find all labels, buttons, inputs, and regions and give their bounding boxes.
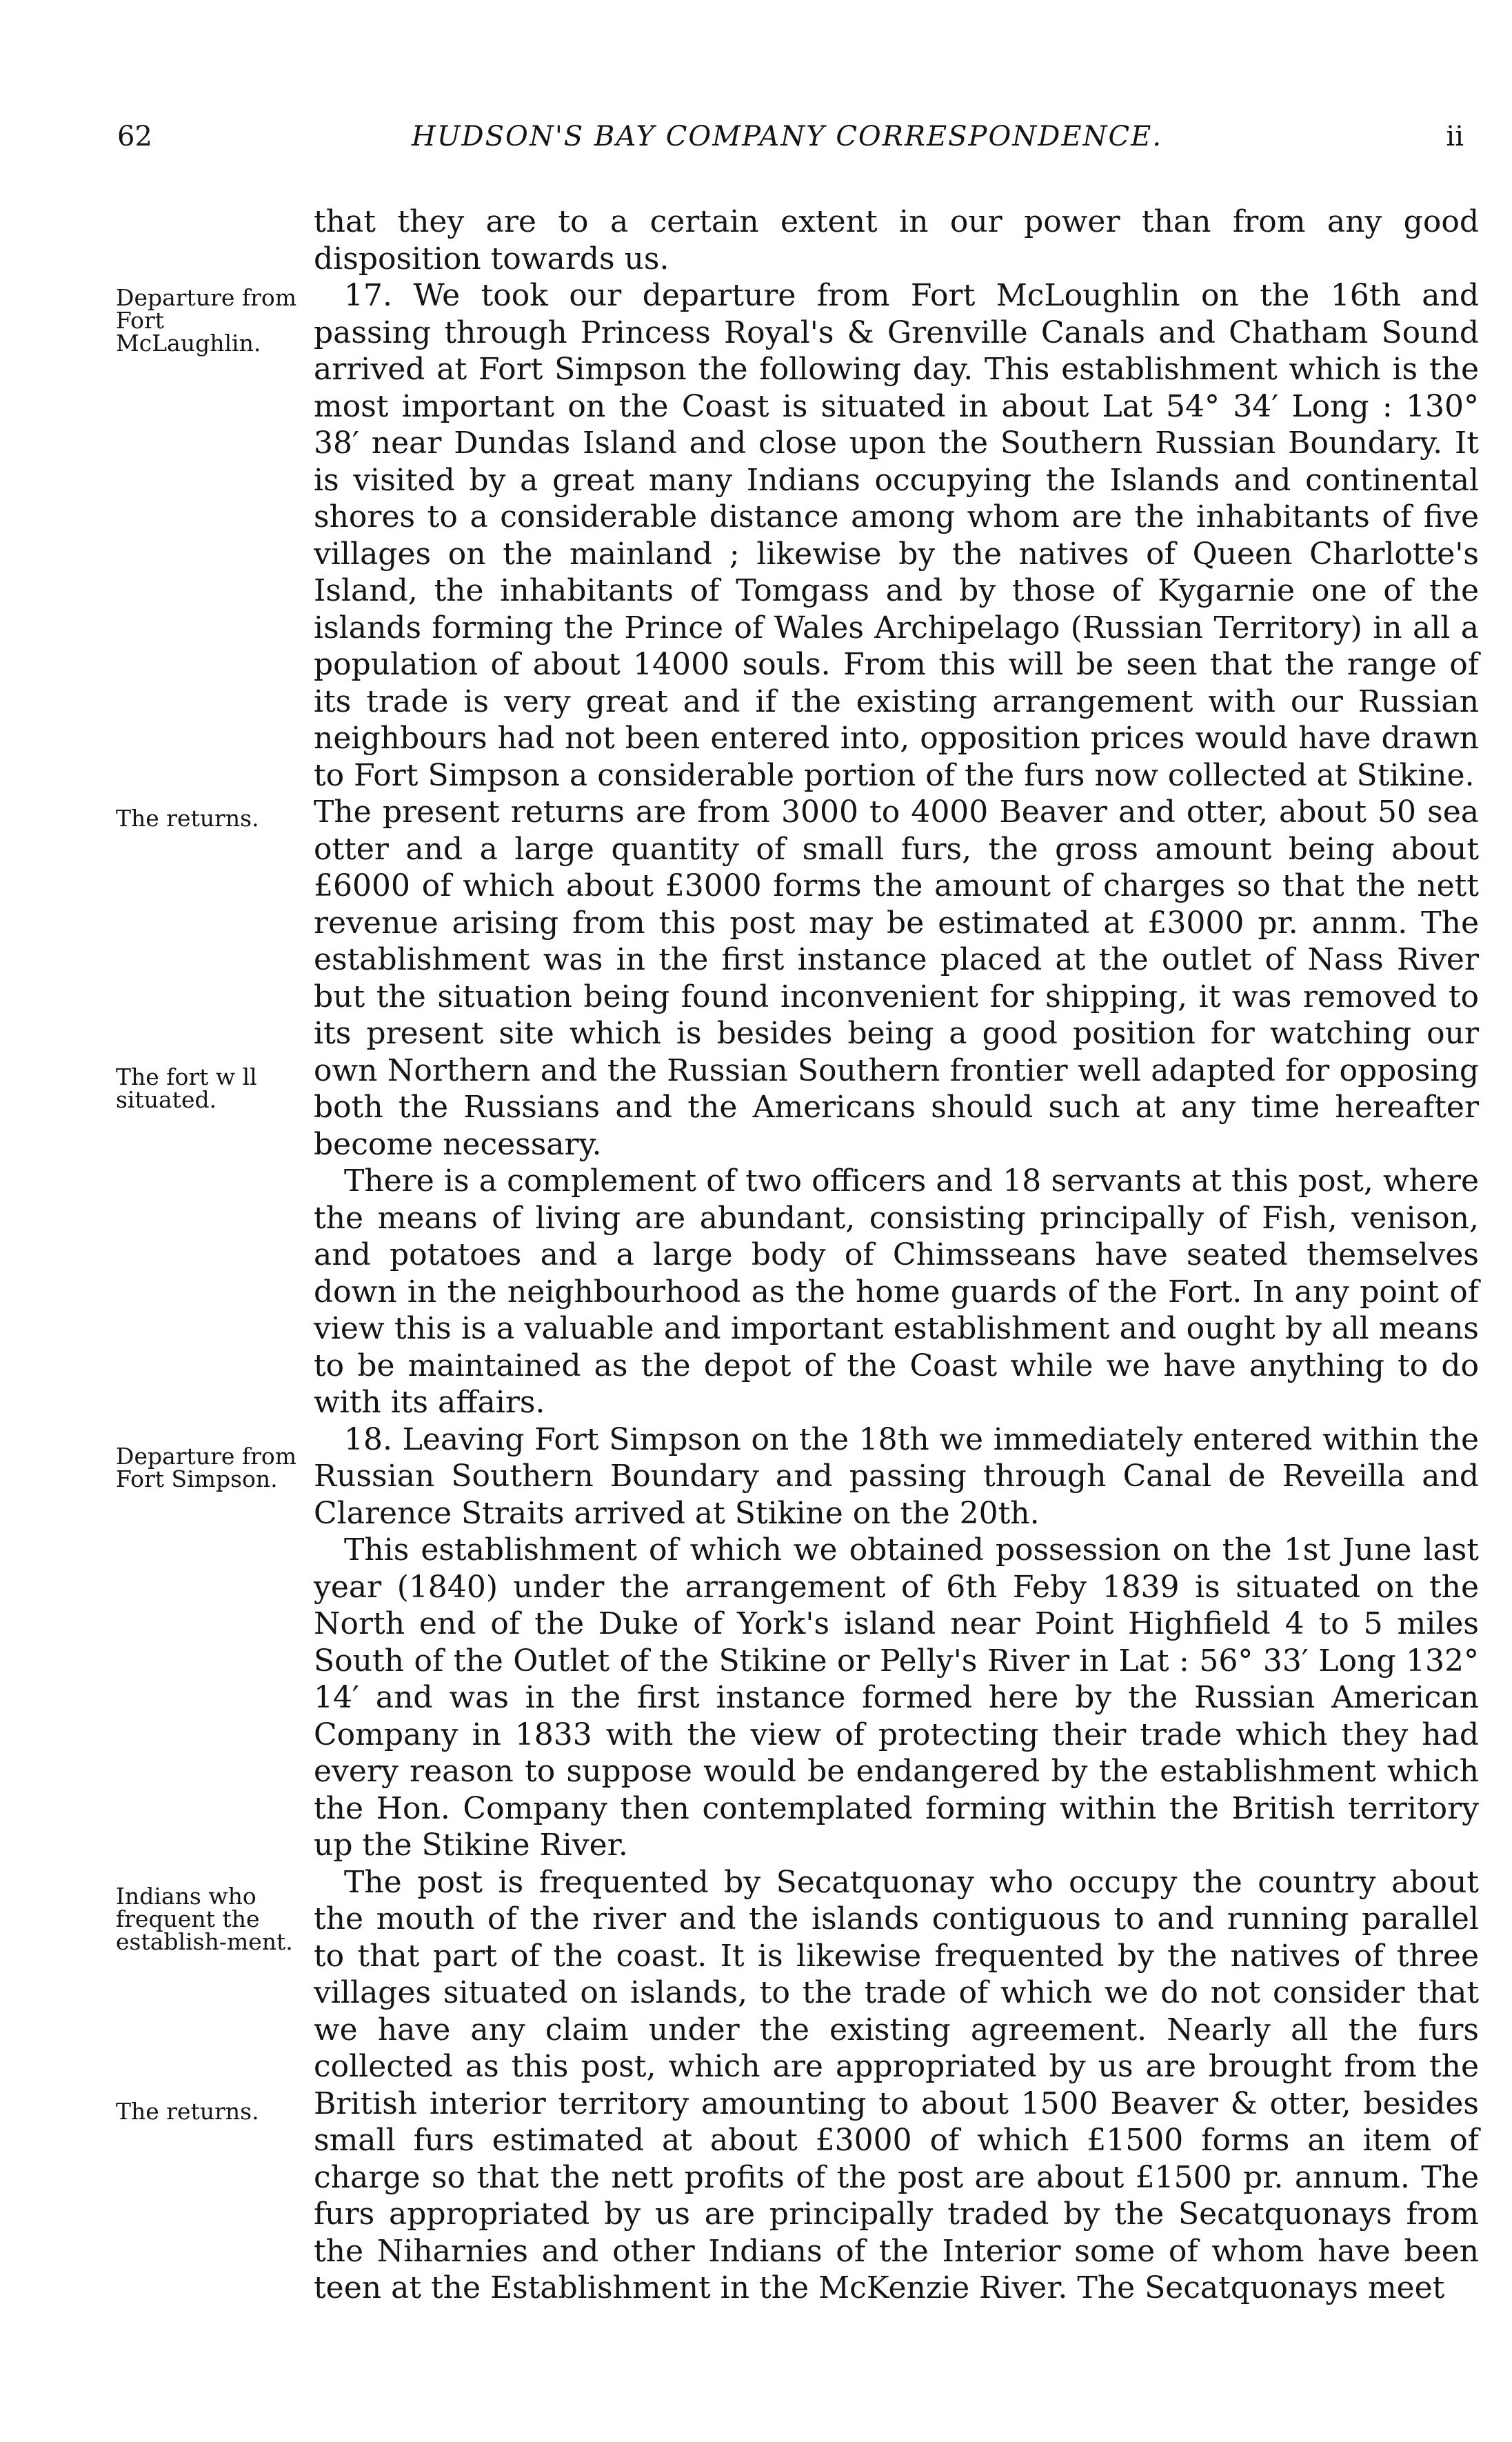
side-note-departure-simpson: Departure from Fort Simpson. <box>116 1443 297 1492</box>
paragraph: The post is frequented by Secatquonay who occupy the country about the mouth of the river and the islands contiguous to and running parallel to that part of the coast. It is likewise frequented by the natives of three villages situated on islands, to the trade of which we do not consider that we have any claim under the existing agreement. Nearly all the furs collected as this post, which are appropriated by us are brought from the British interior territory amounting to about 1500 Beaver & otter, besides small furs estimated at about £3000 of which £1500 forms an item of charge so that the nett profits of the post are about £1500 pr. annum. The furs appropriated by us are principally traded by the Secatquonays from the Niharnies and other Indians of the Interior some of whom have been teen at the Establishment in the McKenzie River. The Secatquonays meet <box>314 1864 1479 2305</box>
side-note-departure-mclaughlin: Departure from Fort McLaughlin. <box>116 284 297 357</box>
side-note-returns: The returns. <box>116 805 259 832</box>
side-note-indians: Indians who frequent the establish-ment. <box>116 1883 293 1955</box>
side-note-fort-situated: The fort w ll situated. <box>116 1063 257 1113</box>
paragraph: that they are to a certain extent in our power than from any good disposition towards us. <box>314 204 1479 277</box>
paragraph: 18. Leaving Fort Simpson on the 18th we immediately entered within the Russian Southern Boundary and passing through Canal de Reveilla and Clarence Straits arrived at Stikine on the 20th. <box>314 1421 1479 1531</box>
side-note-returns-2: The returns. <box>116 2098 259 2125</box>
paragraph: The present returns are from 3000 to 4000 Beaver and otter, about 50 sea otter and a large quantity of small furs, the gross amount being about £6000 of which about £3000 forms the amount of charges so that the nett revenue arising from this post may be estimated at £3000 pr. annm. The establishment was in the first instance placed at the outlet of Nass River but the situation being found inconvenient for shipping, it was removed to its present site which is besides being a good position for watching our own Northern and the Russian Southern frontier well adapted for opposing both the Russians and the Americans should such at any time hereafter become necessary. <box>314 794 1479 1162</box>
paragraph: 17. We took our departure from Fort McLoughlin on the 16th and passing through Princess Royal's & Grenville Canals and Chatham Sound arrived at Fort Simpson the following day. This establishment which is the most important on the Coast is situated in about Lat 54° 34′ Long : 130° 38′ near Dundas Island and close upon the Southern Russian Boundary. It is visited by a great many Indians occupying the Islands and continental shores to a considerable distance among whom are the inhabitants of five villages on the mainland ; likewise by the natives of Queen Charlotte's Island, the inhabitants of Tomgass and by those of Kygarnie one of the islands forming the Prince of Wales Archipelago (Russian Territory) in all a population of about 14000 souls. From this will be seen that the range of its trade is very great and if the existing arrangement with our Russian neighbours had not been entered into, opposition prices would have drawn to Fort Simpson a considerable portion of the furs now collected at Stikine. <box>314 278 1479 793</box>
page-number: 62 <box>117 121 152 152</box>
paragraph: This establishment of which we obtained possession on the 1st June last year (1840) under the arrangement of 6th Feby 1839 is situated on the North end of the Duke of York's island near Point Highfield 4 to 5 miles South of the Outlet of the Stikine or Pelly's River in Lat : 56° 33′ Long 132° 14′ and was in the first instance formed here by the Russian American Company in 1833 with the view of protecting their trade which they had every reason to suppose would be endangered by the establishment which the Hon. Company then contemplated forming within the British territory up the Stikine River. <box>314 1532 1479 1863</box>
running-title: HUDSON'S BAY COMPANY CORRESPONDENCE. <box>411 121 1163 152</box>
signature-mark: ii <box>1446 121 1464 152</box>
page-header <box>110 121 1464 162</box>
body-text <box>314 203 1479 2307</box>
paragraph: There is a complement of two officers and 18 servants at this post, where the means of living are abundant, consisting principally of Fish, venison, and potatoes and a large body of Chimsseans have seated themselves down in the neighbourhood as the home guards of the Fort. In any point of view this is a valuable and important establishment and ought by all means to be maintained as the depot of the Coast while we have anything to do with its affairs. <box>314 1163 1479 1420</box>
